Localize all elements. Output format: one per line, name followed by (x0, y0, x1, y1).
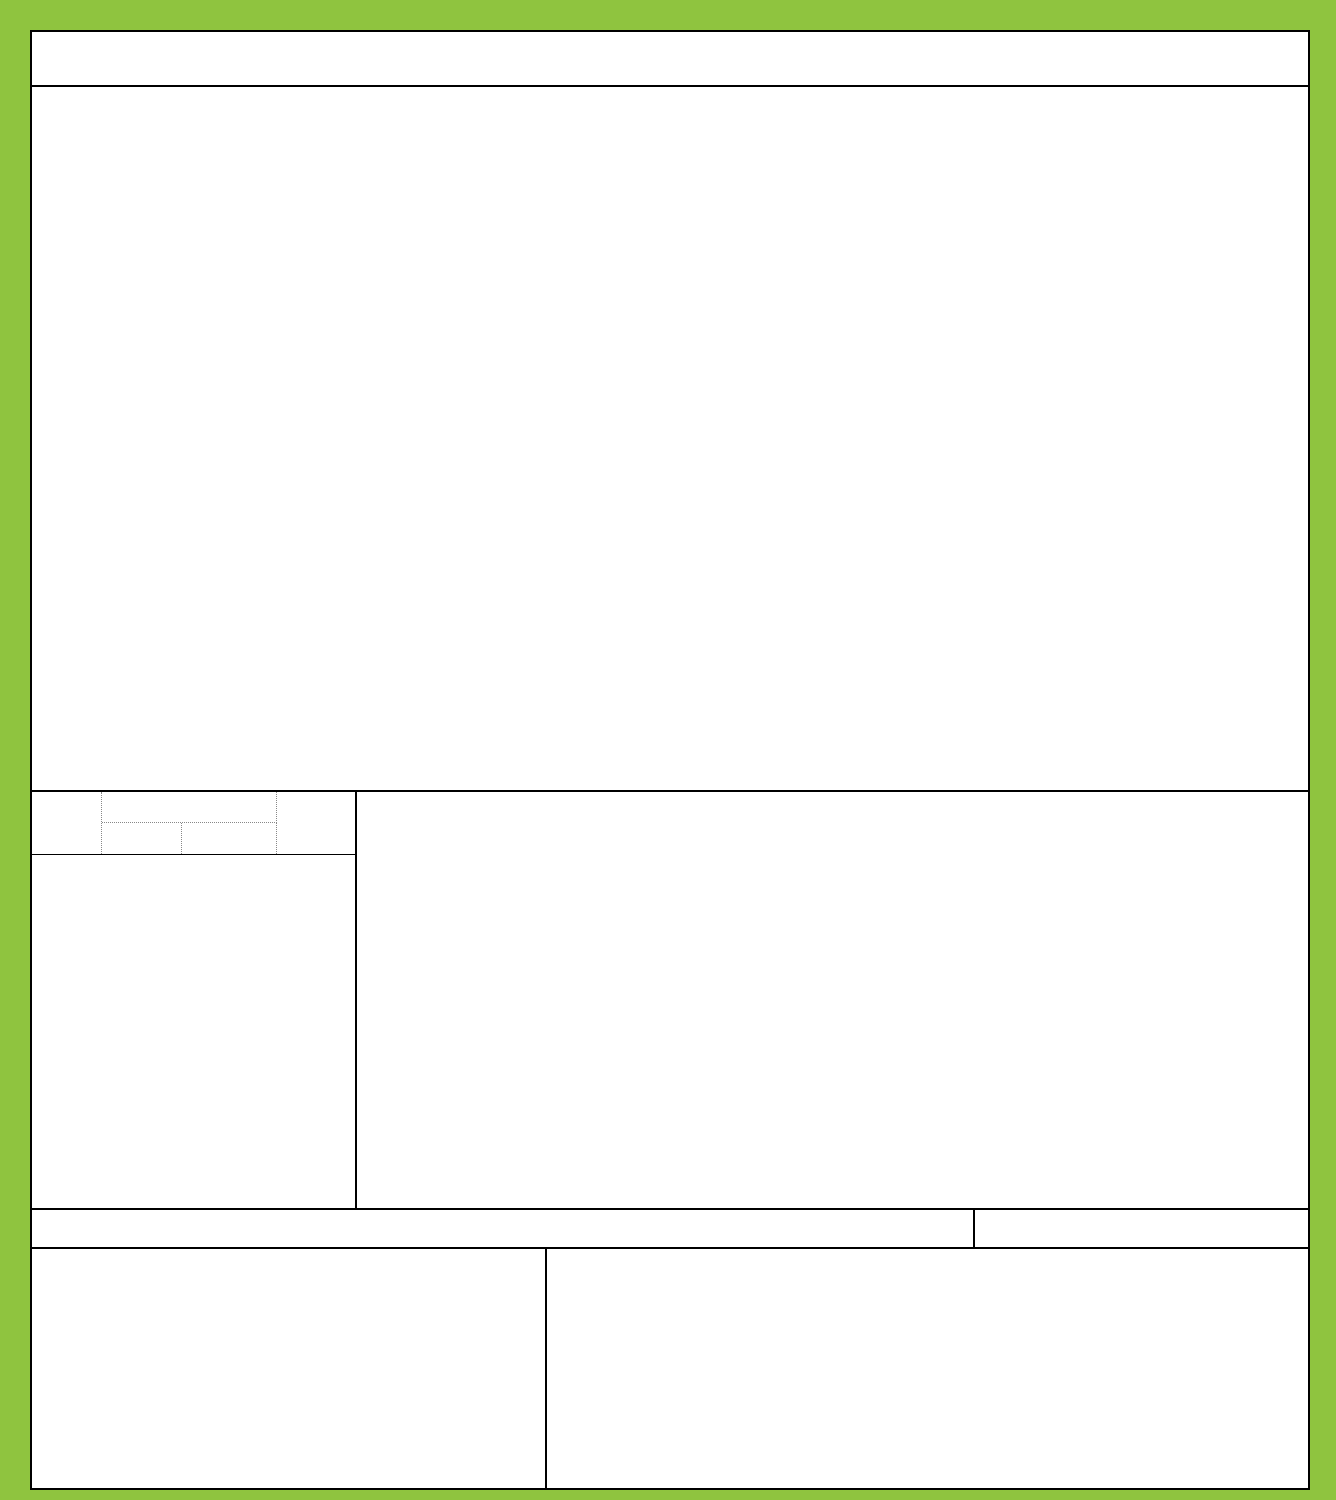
bottom-section (32, 1249, 1308, 1488)
after-change-header (182, 823, 277, 854)
special-code-table (32, 87, 1308, 792)
missing-zodiac-limit-header (975, 1210, 1308, 1247)
zodiac-stats-body (32, 855, 355, 1208)
zodiac-header (32, 792, 102, 854)
middle-section (32, 792, 1308, 1210)
page-title (32, 32, 1308, 87)
zodiac-number-map-left (32, 1249, 547, 1488)
count-header (102, 792, 277, 823)
frequency-table (357, 792, 1308, 1208)
recent-period-header (277, 792, 355, 854)
zodiac-number-map-right (547, 1249, 1308, 1488)
note-bar (32, 1210, 1308, 1249)
zodiac-stats-table (32, 792, 357, 1208)
zodiac-stats-header (32, 792, 355, 855)
note-text (32, 1210, 975, 1247)
spreadsheet-panel (30, 30, 1310, 1490)
before-change-header (102, 823, 182, 854)
